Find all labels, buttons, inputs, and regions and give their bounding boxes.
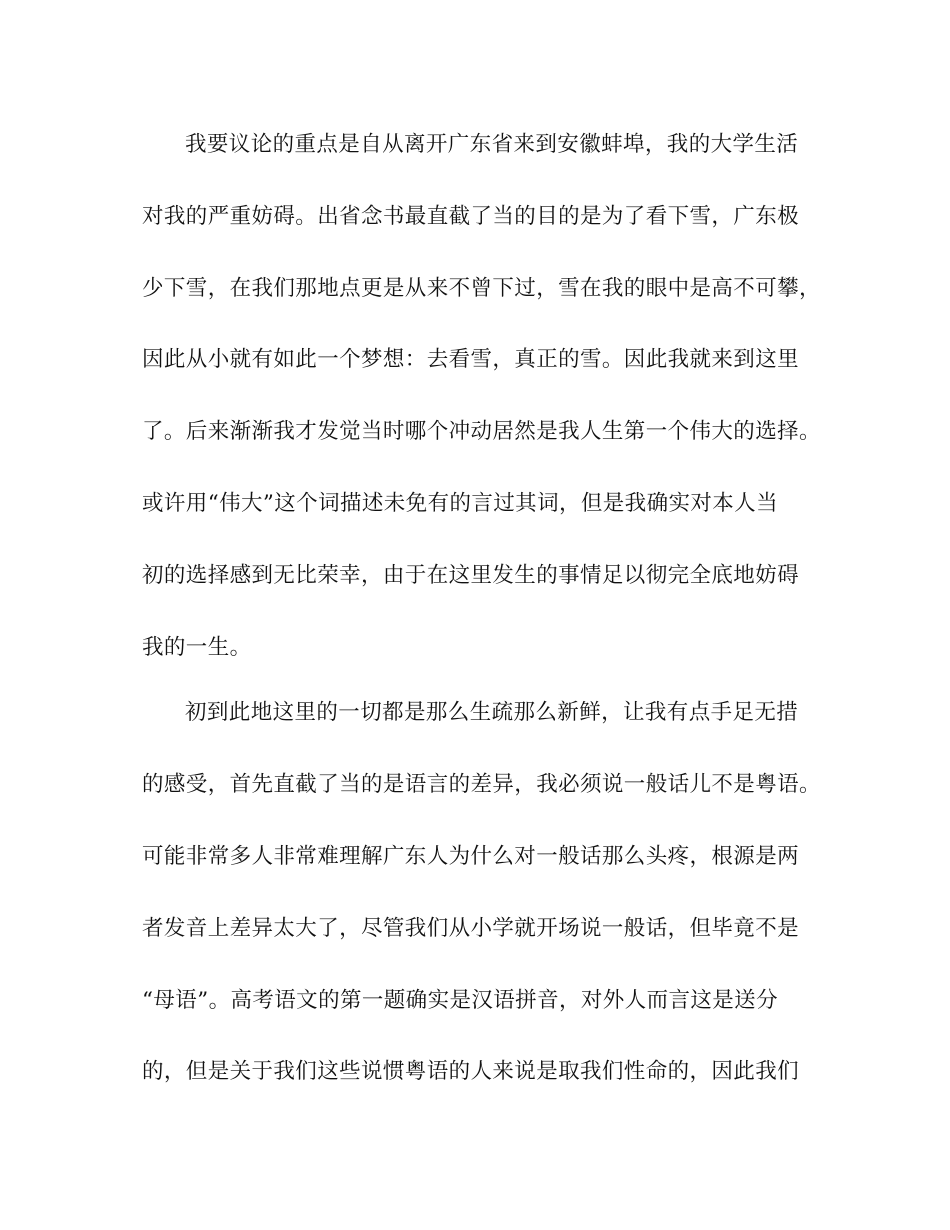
paragraph-1-line-6: 或许用“伟大”这个词描述未免有的言过其词，但是我确实对本人当 [142, 491, 778, 516]
paragraph-1-line-2: 对我的严重妨碍。出省念书最直截了当的目的是为了看下雪，广东极 [142, 204, 800, 229]
paragraph-1-line-1: 我要议论的重点是自从离开广东省来到安徽蚌埠，我的大学生活 [185, 132, 799, 157]
paragraph-2-line-3: 可能非常多人非常难理解广东人为什么对一般话那么头疼，根源是两 [142, 844, 800, 869]
paragraph-1-line-7: 初的选择感到无比荣幸，由于在这里发生的事情足以彻完全底地妨碍 [142, 563, 800, 588]
paragraph-2-line-1: 初到此地这里的一切都是那么生疏那么新鲜，让我有点手足无措 [185, 700, 799, 725]
paragraph-2-line-5: “母语”。高考语文的第一题确实是汉语拼音，对外人而言这是送分 [142, 988, 778, 1013]
paragraph-1-line-5: 了。后来渐渐我才发觉当时哪个冲动居然是我人生第一个伟大的选择。 [142, 419, 821, 444]
paragraph-1-line-4: 因此从小就有如此一个梦想：去看雪，真正的雪。因此我就来到这里 [142, 347, 800, 372]
paragraph-2-line-4: 者发音上差异太大了，尽管我们从小学就开场说一般话，但毕竟不是 [142, 916, 800, 941]
paragraph-2-line-6: 的，但是关于我们这些说惯粤语的人来说是取我们性命的，因此我们 [142, 1059, 800, 1084]
paragraph-1-line-8: 我的一生。 [142, 635, 252, 660]
paragraph-1-line-3: 少下雪，在我们那地点更是从来不曾下过，雪在我的眼中是高不可攀， [142, 276, 821, 301]
paragraph-2-line-2: 的感受，首先直截了当的是语言的差异，我必须说一般话儿不是粤语。 [142, 772, 821, 797]
